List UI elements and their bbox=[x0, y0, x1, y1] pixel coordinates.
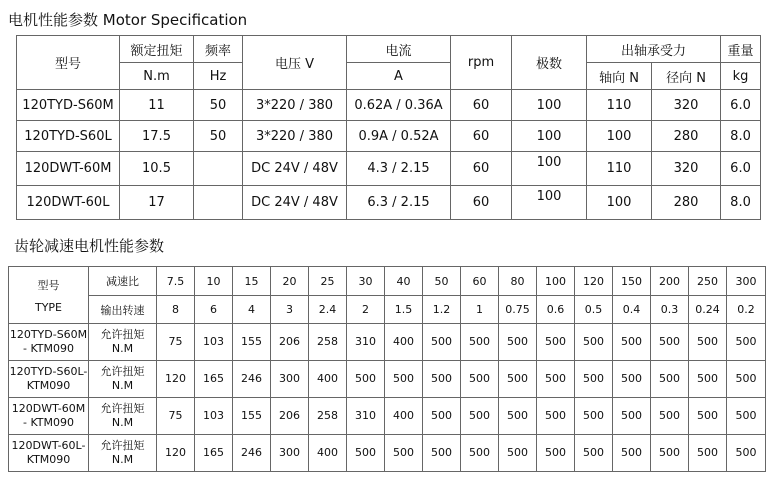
spec-cell-current: 6.3 / 2.15 bbox=[347, 186, 451, 220]
spec-cell-torque: 17.5 bbox=[120, 121, 194, 152]
gear-torque-unit: N.M bbox=[111, 379, 134, 392]
gear-torque-label: 允许扭矩 bbox=[100, 439, 145, 452]
gear-torque-cell: 310 bbox=[347, 324, 385, 361]
gear-row-torque-label bbox=[89, 361, 157, 398]
gear-torque-cell: 155 bbox=[233, 398, 271, 435]
spec-cell-freq: 50 bbox=[194, 121, 243, 152]
gear-type-label: TYPE bbox=[34, 300, 63, 314]
gear-ratio-cell: 100 bbox=[537, 267, 575, 296]
gear-torque-cell: 246 bbox=[233, 435, 271, 472]
spec-cell-axial: 100 bbox=[587, 121, 652, 152]
gear-row-torque-label bbox=[89, 398, 157, 435]
spec-cell-rpm: 60 bbox=[451, 152, 512, 186]
gear-torque-cell: 206 bbox=[271, 324, 309, 361]
spec-cell-rpm: 60 bbox=[451, 186, 512, 220]
gear-torque-label: 允许扭矩 bbox=[100, 328, 145, 341]
spec-cell-poles: 100 bbox=[512, 152, 587, 186]
gear-torque-cell: 500 bbox=[499, 324, 537, 361]
gear-torque-cell: 300 bbox=[271, 435, 309, 472]
spec-cell-radial: 320 bbox=[652, 90, 721, 121]
gear-ratio-row bbox=[9, 267, 766, 296]
gear-torque-cell: 500 bbox=[613, 398, 651, 435]
gear-ratio-cell: 300 bbox=[727, 267, 766, 296]
spec-row bbox=[17, 121, 761, 152]
gear-torque-label: 允许扭矩 bbox=[100, 365, 145, 378]
spec-header-torque-unit: N.m bbox=[120, 63, 194, 90]
gear-torque-cell: 500 bbox=[537, 398, 575, 435]
spec-cell-freq bbox=[194, 152, 243, 186]
gear-torque-row bbox=[9, 324, 766, 361]
gear-row-model bbox=[9, 324, 89, 361]
spec-header-model: 型号 bbox=[17, 36, 120, 90]
gear-torque-cell: 500 bbox=[613, 324, 651, 361]
gear-torque-cell: 500 bbox=[499, 435, 537, 472]
spec-header-freq: 频率 bbox=[194, 36, 243, 63]
gear-torque-cell: 500 bbox=[385, 435, 423, 472]
gear-torque-cell: 500 bbox=[651, 361, 689, 398]
gear-torque-cell: 500 bbox=[575, 324, 613, 361]
spec-cell-weight: 8.0 bbox=[721, 186, 761, 220]
gear-torque-cell: 246 bbox=[233, 361, 271, 398]
spec-header-row bbox=[17, 36, 761, 63]
gear-speed-cell: 0.24 bbox=[689, 296, 727, 324]
gear-ratio-cell: 7.5 bbox=[157, 267, 195, 296]
gear-torque-cell: 500 bbox=[651, 435, 689, 472]
gear-torque-cell: 500 bbox=[385, 361, 423, 398]
spec-cell-model: 120TYD-S60L bbox=[17, 121, 120, 152]
spec-cell-voltage: DC 24V / 48V bbox=[243, 152, 347, 186]
spec-cell-current: 0.62A / 0.36A bbox=[347, 90, 451, 121]
motor-spec-table bbox=[16, 35, 761, 220]
gear-torque-cell: 400 bbox=[309, 435, 347, 472]
gear-speed-label: 输出转速 bbox=[89, 296, 157, 324]
gear-speed-cell: 2 bbox=[347, 296, 385, 324]
gear-speed-cell: 4 bbox=[233, 296, 271, 324]
spec-cell-voltage: DC 24V / 48V bbox=[243, 186, 347, 220]
spec-header-current-unit: A bbox=[347, 63, 451, 90]
gear-speed-cell: 0.5 bbox=[575, 296, 613, 324]
spec-cell-rpm: 60 bbox=[451, 90, 512, 121]
gear-torque-cell: 500 bbox=[499, 398, 537, 435]
gear-torque-unit: N.M bbox=[111, 453, 134, 466]
gear-motor-title: 齿轮减速电机性能参数 bbox=[14, 237, 165, 255]
gear-torque-cell: 103 bbox=[195, 398, 233, 435]
gear-torque-cell: 500 bbox=[347, 361, 385, 398]
gear-ratio-cell: 60 bbox=[461, 267, 499, 296]
gear-torque-cell: 500 bbox=[347, 435, 385, 472]
gear-torque-cell: 500 bbox=[651, 324, 689, 361]
gear-torque-cell: 500 bbox=[423, 324, 461, 361]
spec-cell-axial: 110 bbox=[587, 90, 652, 121]
gear-torque-row bbox=[9, 361, 766, 398]
spec-header-row-2 bbox=[17, 63, 761, 90]
gear-torque-unit: N.M bbox=[111, 342, 134, 355]
gear-motor-table bbox=[8, 266, 766, 472]
gear-ratio-cell: 150 bbox=[613, 267, 651, 296]
gear-torque-cell: 155 bbox=[233, 324, 271, 361]
spec-cell-rpm: 60 bbox=[451, 121, 512, 152]
gear-torque-cell: 258 bbox=[309, 398, 347, 435]
gear-ratio-cell: 50 bbox=[423, 267, 461, 296]
spec-row bbox=[17, 152, 761, 186]
gear-torque-cell: 206 bbox=[271, 398, 309, 435]
gear-speed-cell: 6 bbox=[195, 296, 233, 324]
spec-header-freq-unit: Hz bbox=[194, 63, 243, 90]
spec-header-voltage: 电压 V bbox=[243, 36, 347, 90]
gear-torque-cell: 400 bbox=[385, 324, 423, 361]
spec-header-weight-unit: kg bbox=[721, 63, 761, 90]
gear-torque-cell: 165 bbox=[195, 435, 233, 472]
spec-cell-poles: 100 bbox=[512, 121, 587, 152]
gear-torque-cell: 75 bbox=[157, 398, 195, 435]
gear-torque-cell: 500 bbox=[613, 361, 651, 398]
gear-row-model bbox=[9, 398, 89, 435]
gear-torque-cell: 500 bbox=[461, 324, 499, 361]
spec-header-torque: 额定扭矩 bbox=[120, 36, 194, 63]
gear-torque-cell: 500 bbox=[537, 361, 575, 398]
spec-cell-radial: 280 bbox=[652, 186, 721, 220]
gear-torque-cell: 400 bbox=[385, 398, 423, 435]
spec-cell-model: 120DWT-60M bbox=[17, 152, 120, 186]
gear-speed-cell: 2.4 bbox=[309, 296, 347, 324]
gear-torque-cell: 500 bbox=[651, 398, 689, 435]
spec-cell-model: 120TYD-S60M bbox=[17, 90, 120, 121]
spec-cell-model: 120DWT-60L bbox=[17, 186, 120, 220]
gear-torque-cell: 500 bbox=[727, 324, 766, 361]
gear-torque-cell: 103 bbox=[195, 324, 233, 361]
gear-ratio-cell: 200 bbox=[651, 267, 689, 296]
gear-speed-cell: 0.3 bbox=[651, 296, 689, 324]
spec-header-current: 电流 bbox=[347, 36, 451, 63]
gear-speed-cell: 1.5 bbox=[385, 296, 423, 324]
spec-cell-freq bbox=[194, 186, 243, 220]
gear-torque-cell: 500 bbox=[689, 324, 727, 361]
spec-cell-radial: 320 bbox=[652, 152, 721, 186]
gear-ratio-cell: 30 bbox=[347, 267, 385, 296]
spec-cell-freq: 50 bbox=[194, 90, 243, 121]
spec-header-poles: 极数 bbox=[512, 36, 587, 90]
gear-torque-cell: 258 bbox=[309, 324, 347, 361]
gear-speed-row bbox=[9, 296, 766, 324]
gear-row-model-line1: 120TYD-S60L- bbox=[9, 365, 88, 378]
motor-spec-title: 电机性能参数 Motor Specification bbox=[8, 11, 248, 29]
spec-cell-poles: 100 bbox=[512, 186, 587, 220]
spec-cell-weight: 6.0 bbox=[721, 90, 761, 121]
gear-row-model-line1: 120DWT-60L- bbox=[11, 439, 86, 452]
gear-torque-cell: 500 bbox=[689, 361, 727, 398]
gear-torque-cell: 500 bbox=[575, 435, 613, 472]
gear-torque-cell: 500 bbox=[461, 435, 499, 472]
spec-header-weight: 重量 bbox=[721, 36, 761, 63]
gear-ratio-cell: 15 bbox=[233, 267, 271, 296]
gear-ratio-cell: 40 bbox=[385, 267, 423, 296]
gear-ratio-label: 减速比 bbox=[89, 267, 157, 296]
spec-cell-torque: 17 bbox=[120, 186, 194, 220]
gear-torque-cell: 500 bbox=[423, 361, 461, 398]
gear-row-torque-label bbox=[89, 435, 157, 472]
spec-header-shaft-force: 出轴承受力 bbox=[587, 36, 721, 63]
gear-torque-cell: 500 bbox=[537, 324, 575, 361]
gear-speed-cell: 1 bbox=[461, 296, 499, 324]
gear-torque-cell: 500 bbox=[461, 398, 499, 435]
gear-header-model bbox=[9, 267, 89, 324]
gear-ratio-cell: 120 bbox=[575, 267, 613, 296]
gear-speed-cell: 0.2 bbox=[727, 296, 766, 324]
gear-torque-cell: 500 bbox=[613, 435, 651, 472]
gear-torque-cell: 165 bbox=[195, 361, 233, 398]
gear-torque-label: 允许扭矩 bbox=[100, 402, 145, 415]
gear-speed-cell: 0.6 bbox=[537, 296, 575, 324]
gear-row-model bbox=[9, 435, 89, 472]
gear-torque-cell: 400 bbox=[309, 361, 347, 398]
gear-row-model bbox=[9, 361, 89, 398]
gear-torque-cell: 500 bbox=[423, 435, 461, 472]
gear-torque-cell: 500 bbox=[575, 398, 613, 435]
gear-torque-cell: 500 bbox=[727, 361, 766, 398]
spec-cell-torque: 11 bbox=[120, 90, 194, 121]
spec-cell-voltage: 3*220 / 380 bbox=[243, 90, 347, 121]
gear-speed-cell: 0.4 bbox=[613, 296, 651, 324]
gear-torque-cell: 500 bbox=[575, 361, 613, 398]
gear-model-label: 型号 bbox=[37, 278, 60, 292]
gear-speed-cell: 0.75 bbox=[499, 296, 537, 324]
spec-cell-poles: 100 bbox=[512, 90, 587, 121]
gear-torque-cell: 300 bbox=[271, 361, 309, 398]
gear-torque-cell: 310 bbox=[347, 398, 385, 435]
spec-cell-axial: 100 bbox=[587, 186, 652, 220]
spec-cell-radial: 280 bbox=[652, 121, 721, 152]
gear-ratio-cell: 20 bbox=[271, 267, 309, 296]
gear-torque-unit: N.M bbox=[111, 416, 134, 429]
gear-row-model-line1: 120TYD-S60M bbox=[9, 328, 88, 341]
spec-cell-weight: 6.0 bbox=[721, 152, 761, 186]
gear-row-model-line1: 120DWT-60M bbox=[11, 402, 86, 415]
spec-row bbox=[17, 186, 761, 220]
gear-speed-cell: 8 bbox=[157, 296, 195, 324]
gear-speed-cell: 1.2 bbox=[423, 296, 461, 324]
spec-cell-current: 4.3 / 2.15 bbox=[347, 152, 451, 186]
spec-cell-axial: 110 bbox=[587, 152, 652, 186]
spec-header-axial: 轴向 N bbox=[587, 63, 652, 90]
gear-torque-cell: 120 bbox=[157, 361, 195, 398]
gear-ratio-cell: 10 bbox=[195, 267, 233, 296]
spec-cell-weight: 8.0 bbox=[721, 121, 761, 152]
gear-torque-cell: 500 bbox=[727, 435, 766, 472]
spec-row bbox=[17, 90, 761, 121]
spec-cell-voltage: 3*220 / 380 bbox=[243, 121, 347, 152]
spec-cell-current: 0.9A / 0.52A bbox=[347, 121, 451, 152]
gear-row-model-line2: KTM090 bbox=[26, 379, 71, 392]
gear-ratio-cell: 250 bbox=[689, 267, 727, 296]
gear-torque-cell: 75 bbox=[157, 324, 195, 361]
gear-row-model-line2: KTM090 bbox=[26, 453, 71, 466]
gear-torque-cell: 120 bbox=[157, 435, 195, 472]
gear-torque-cell: 500 bbox=[537, 435, 575, 472]
gear-torque-cell: 500 bbox=[499, 361, 537, 398]
gear-row-torque-label bbox=[89, 324, 157, 361]
spec-header-radial: 径向 N bbox=[652, 63, 721, 90]
gear-torque-cell: 500 bbox=[423, 398, 461, 435]
gear-row-model-line2: - KTM090 bbox=[22, 416, 75, 429]
gear-speed-cell: 3 bbox=[271, 296, 309, 324]
gear-torque-row bbox=[9, 398, 766, 435]
gear-torque-cell: 500 bbox=[461, 361, 499, 398]
gear-ratio-cell: 25 bbox=[309, 267, 347, 296]
gear-torque-row bbox=[9, 435, 766, 472]
spec-cell-torque: 10.5 bbox=[120, 152, 194, 186]
gear-torque-cell: 500 bbox=[689, 398, 727, 435]
spec-header-rpm: rpm bbox=[451, 36, 512, 90]
gear-row-model-line2: - KTM090 bbox=[22, 342, 75, 355]
gear-ratio-cell: 80 bbox=[499, 267, 537, 296]
gear-torque-cell: 500 bbox=[689, 435, 727, 472]
gear-torque-cell: 500 bbox=[727, 398, 766, 435]
